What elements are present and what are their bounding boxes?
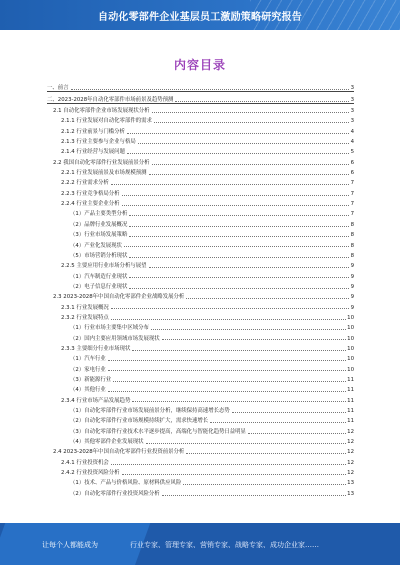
toc-entry[interactable] bbox=[47, 114, 354, 124]
toc-entry[interactable] bbox=[47, 466, 354, 476]
toc-entry-text: （3）新能源行业 bbox=[70, 376, 112, 383]
toc-entry-text: （2）品牌行业发展概况 bbox=[70, 221, 128, 228]
toc-leader-dots bbox=[108, 360, 346, 361]
toc-leader-dots bbox=[113, 381, 345, 382]
toc-heading: 内容目录 bbox=[173, 58, 226, 72]
toc-leader-dots bbox=[210, 422, 345, 423]
toc-entry[interactable] bbox=[47, 300, 354, 310]
toc-page-number: 12 bbox=[347, 428, 354, 435]
toc-page-number: 8 bbox=[350, 221, 354, 228]
toc-leader-dots bbox=[146, 443, 346, 444]
toc-entry[interactable] bbox=[47, 135, 354, 145]
toc-leader-dots bbox=[152, 112, 350, 113]
toc-leader-dots bbox=[129, 277, 349, 278]
toc-page-number: 3 bbox=[350, 85, 354, 92]
toc-entry[interactable] bbox=[47, 352, 354, 362]
toc-leader-dots bbox=[111, 464, 346, 465]
toc-entry-text: 2.1 自动化零部件企业市场发展现状分析 bbox=[53, 108, 150, 115]
toc-entry[interactable] bbox=[47, 342, 354, 352]
toc-entry-text: 2.3.4 行业市场产品发展趋势 bbox=[61, 397, 131, 404]
toc-page-number: 3 bbox=[350, 118, 354, 125]
toc-page-number: 10 bbox=[347, 345, 354, 352]
toc-page-number: 3 bbox=[350, 108, 354, 115]
toc-entry[interactable] bbox=[47, 81, 354, 92]
toc-entry[interactable] bbox=[47, 145, 354, 155]
toc-entry-text: （3）行业市场发展策略 bbox=[70, 232, 128, 239]
toc-entry[interactable] bbox=[47, 186, 354, 196]
toc-entry[interactable] bbox=[47, 207, 354, 217]
toc-entry-text: 2.3 2023-2028年中国自动化零部件企业战略发展分析 bbox=[53, 294, 185, 301]
toc-page-number: 11 bbox=[347, 397, 354, 404]
toc-entry-text: 2.1.1 行业发展对自动化零部件的需求 bbox=[61, 118, 152, 125]
toc-entry-text: （4）其他零部件企业发展现状 bbox=[70, 439, 144, 446]
toc-leader-dots bbox=[132, 350, 345, 351]
toc-entry-text: 2.4 2023-2028年中国自动化零部件行业投资前景分析 bbox=[53, 449, 185, 456]
toc-leader-dots bbox=[186, 298, 349, 299]
toc-leader-dots bbox=[111, 184, 349, 185]
toc-entry-text: （4）其他行业 bbox=[70, 387, 106, 394]
toc-entry-text: （2）电子信息行业现状 bbox=[70, 283, 128, 290]
toc-page-number: 6 bbox=[350, 159, 354, 166]
toc-entry[interactable] bbox=[47, 290, 354, 300]
toc-page-number: 8 bbox=[350, 252, 354, 259]
toc-leader-dots bbox=[149, 174, 350, 175]
toc-entry-text: （1）汽车制造行业现状 bbox=[70, 273, 128, 280]
toc-leader-dots bbox=[175, 101, 349, 102]
toc-entry[interactable] bbox=[47, 435, 354, 445]
toc-entry[interactable] bbox=[47, 362, 354, 372]
toc-leader-dots bbox=[122, 474, 346, 475]
toc-leader-dots bbox=[154, 122, 349, 123]
toc-page-number: 11 bbox=[347, 376, 354, 383]
toc-page-number: 9 bbox=[350, 294, 354, 301]
toc-entry-text: （2）自动化零部件行业市场规模持续扩大，需求快速增长 bbox=[70, 418, 209, 425]
toc-page-number: 13 bbox=[347, 480, 354, 487]
footer-slogan: 让每个人都能成为 bbox=[42, 541, 98, 549]
footer-tagline: 行业专家、管理专家、营销专家、战略专家、成功企业家…… bbox=[130, 541, 319, 549]
toc-leader-dots bbox=[127, 133, 349, 134]
toc-entry-text: 2.2.3 行业竞争格局分析 bbox=[61, 190, 120, 197]
toc-entry[interactable] bbox=[47, 124, 354, 134]
toc-page-number: 8 bbox=[350, 232, 354, 239]
toc-page-number: 9 bbox=[350, 263, 354, 270]
toc-page-number: 10 bbox=[347, 366, 354, 373]
toc-entry-text: 二、2023-2028年自动化零部件市场前景及趋势预测 bbox=[47, 96, 174, 103]
toc-leader-dots bbox=[183, 484, 345, 485]
toc-entry[interactable] bbox=[47, 280, 354, 290]
toc-page-number: 11 bbox=[347, 387, 354, 394]
toc-page-number: 9 bbox=[350, 273, 354, 280]
toc-entry[interactable] bbox=[47, 176, 354, 186]
report-title: 自动化零部件企业基层员工激励策略研究报告 bbox=[98, 12, 302, 23]
toc-entry[interactable] bbox=[47, 238, 354, 248]
toc-entry-text: 2.4.2 行业投资风险分析 bbox=[61, 470, 120, 477]
toc-entry[interactable] bbox=[47, 486, 354, 496]
toc-entry-text: （5）市场营销分析现状 bbox=[70, 252, 128, 259]
toc-entry-text: 2.3.3 主要细分行业市场现状 bbox=[61, 345, 131, 352]
toc-entry[interactable] bbox=[47, 166, 354, 176]
toc-page-number: 12 bbox=[347, 439, 354, 446]
toc-leader-dots bbox=[162, 339, 346, 340]
toc-entry-text: 2.1.4 行业经营与发展问题 bbox=[61, 149, 125, 156]
toc-page-number: 7 bbox=[350, 201, 354, 208]
toc-leader-dots bbox=[122, 205, 350, 206]
toc-page-number: 7 bbox=[350, 180, 354, 187]
toc-entry-text: （3）自动化零部件行业技术水平逐步提高，高端化与智能化趋势日益明显 bbox=[70, 428, 246, 435]
toc-page-number: 10 bbox=[347, 335, 354, 342]
toc-entry-text: 2.3.2 行业发展特点 bbox=[61, 314, 109, 321]
toc-entry-text: （1）产品主要类型分析 bbox=[70, 211, 128, 218]
toc-leader-dots bbox=[111, 319, 346, 320]
toc-page-number: 3 bbox=[350, 96, 354, 103]
toc-entry[interactable] bbox=[47, 228, 354, 238]
toc-page-number: 12 bbox=[347, 459, 354, 466]
toc-entry-text: 一、前言 bbox=[47, 85, 69, 92]
toc-leader-dots bbox=[71, 89, 349, 90]
toc-leader-dots bbox=[162, 495, 346, 496]
toc-entry-text: 2.2.5 主要应用行业市场分析与展望 bbox=[61, 263, 147, 270]
toc-page-number: 12 bbox=[347, 449, 354, 456]
toc-entry[interactable] bbox=[47, 455, 354, 465]
toc-page-number: 4 bbox=[350, 128, 354, 135]
footer-bar bbox=[0, 523, 400, 565]
toc-leader-dots bbox=[232, 412, 346, 413]
toc-page-number: 9 bbox=[350, 283, 354, 290]
toc-entry[interactable] bbox=[47, 259, 354, 269]
toc-leader-dots bbox=[129, 226, 349, 227]
toc-leader-dots bbox=[129, 257, 349, 258]
toc-entry[interactable] bbox=[47, 404, 354, 414]
toc-leader-dots bbox=[129, 288, 349, 289]
toc-leader-dots bbox=[149, 267, 350, 268]
toc-page-number: 11 bbox=[347, 418, 354, 425]
toc-entry[interactable] bbox=[47, 424, 354, 434]
toc-entry[interactable] bbox=[47, 393, 354, 403]
toc-page-number: 10 bbox=[347, 356, 354, 363]
toc-entry[interactable] bbox=[47, 476, 354, 486]
toc-entry[interactable] bbox=[47, 414, 354, 424]
toc-entry-text: （4）产业化发展现状 bbox=[70, 242, 122, 249]
toc-entry-text: 2.1.3 行业主要参与企业与格局 bbox=[61, 139, 136, 146]
toc-page-number: 4 bbox=[350, 139, 354, 146]
toc-leader-dots bbox=[138, 143, 349, 144]
toc-entry-text: （2）自动化零部件行业投资风险分析 bbox=[70, 490, 160, 497]
toc-page-number: 5 bbox=[350, 149, 354, 156]
toc-page-number: 13 bbox=[347, 490, 354, 497]
toc-entry-text: 2.1.2 行业前景与门槛分析 bbox=[61, 128, 125, 135]
toc-entry-text: 2.2 我国自动化零部件行业发展前景分析 bbox=[53, 159, 150, 166]
toc-leader-dots bbox=[151, 329, 346, 330]
toc-leader-dots bbox=[132, 401, 345, 402]
toc-entry[interactable] bbox=[47, 269, 354, 279]
toc-page-number: 6 bbox=[350, 170, 354, 177]
toc-entry-text: （1）汽车行业 bbox=[70, 356, 106, 363]
toc-leader-dots bbox=[127, 153, 349, 154]
toc-leader-dots bbox=[186, 453, 345, 454]
toc-entry[interactable] bbox=[47, 217, 354, 227]
toc-entry[interactable] bbox=[47, 373, 354, 383]
toc-leader-dots bbox=[152, 164, 350, 165]
toc-leader-dots bbox=[124, 246, 349, 247]
toc-leader-dots bbox=[129, 215, 349, 216]
toc-entry-text: （2）国内主要应用领域市场发展现状 bbox=[70, 335, 160, 342]
toc-entry[interactable] bbox=[47, 197, 354, 207]
toc-entry[interactable] bbox=[47, 249, 354, 259]
toc-entry[interactable] bbox=[47, 383, 354, 393]
toc-entry[interactable] bbox=[47, 311, 354, 321]
toc-entry[interactable] bbox=[47, 321, 354, 331]
toc-entry-text: 2.2.1 行业发展前景及市场规模预测 bbox=[61, 170, 147, 177]
toc-entry-text: （1）自动化零部件行业市场发展前景分析，继续保持高速增长态势 bbox=[70, 408, 230, 414]
toc-leader-dots bbox=[129, 236, 349, 237]
toc-entry-text: （1）行业市场主要集中区域分布 bbox=[70, 325, 149, 332]
toc-entry-text: （2）家电行业 bbox=[70, 366, 106, 373]
toc-page-number: 10 bbox=[347, 314, 354, 321]
toc-page-number: 11 bbox=[347, 408, 354, 414]
toc-page-number: 7 bbox=[350, 190, 354, 197]
toc-leader-dots bbox=[108, 391, 346, 392]
toc-entry-text: 2.4.1 行业投资机会 bbox=[61, 459, 109, 466]
toc-leader-dots bbox=[108, 370, 346, 371]
toc-page-number: 9 bbox=[350, 304, 354, 311]
toc-leader-dots bbox=[248, 433, 346, 434]
toc-entry-text: （1）技术、产品与价格风险、原材料供应风险 bbox=[70, 480, 182, 487]
toc-entry[interactable] bbox=[47, 445, 354, 455]
toc-entry[interactable] bbox=[47, 92, 354, 103]
toc-entry-text: 2.3.1 行业发展概况 bbox=[61, 304, 109, 311]
toc-leader-dots bbox=[122, 195, 350, 196]
toc-entry-text: 2.2.2 行业需求分析 bbox=[61, 180, 109, 187]
toc-page-number: 12 bbox=[347, 470, 354, 477]
toc-entry[interactable] bbox=[47, 104, 354, 114]
toc-page-number: 7 bbox=[350, 211, 354, 218]
toc-entry[interactable] bbox=[47, 155, 354, 165]
table-of-contents bbox=[47, 81, 354, 497]
toc-entry-text: 2.2.4 行业主要企业分析 bbox=[61, 201, 120, 208]
toc-page-number: 8 bbox=[350, 242, 354, 249]
header-bar bbox=[0, 0, 400, 30]
toc-leader-dots bbox=[111, 308, 349, 309]
toc-entry[interactable] bbox=[47, 331, 354, 341]
toc-page-number: 10 bbox=[347, 325, 354, 332]
